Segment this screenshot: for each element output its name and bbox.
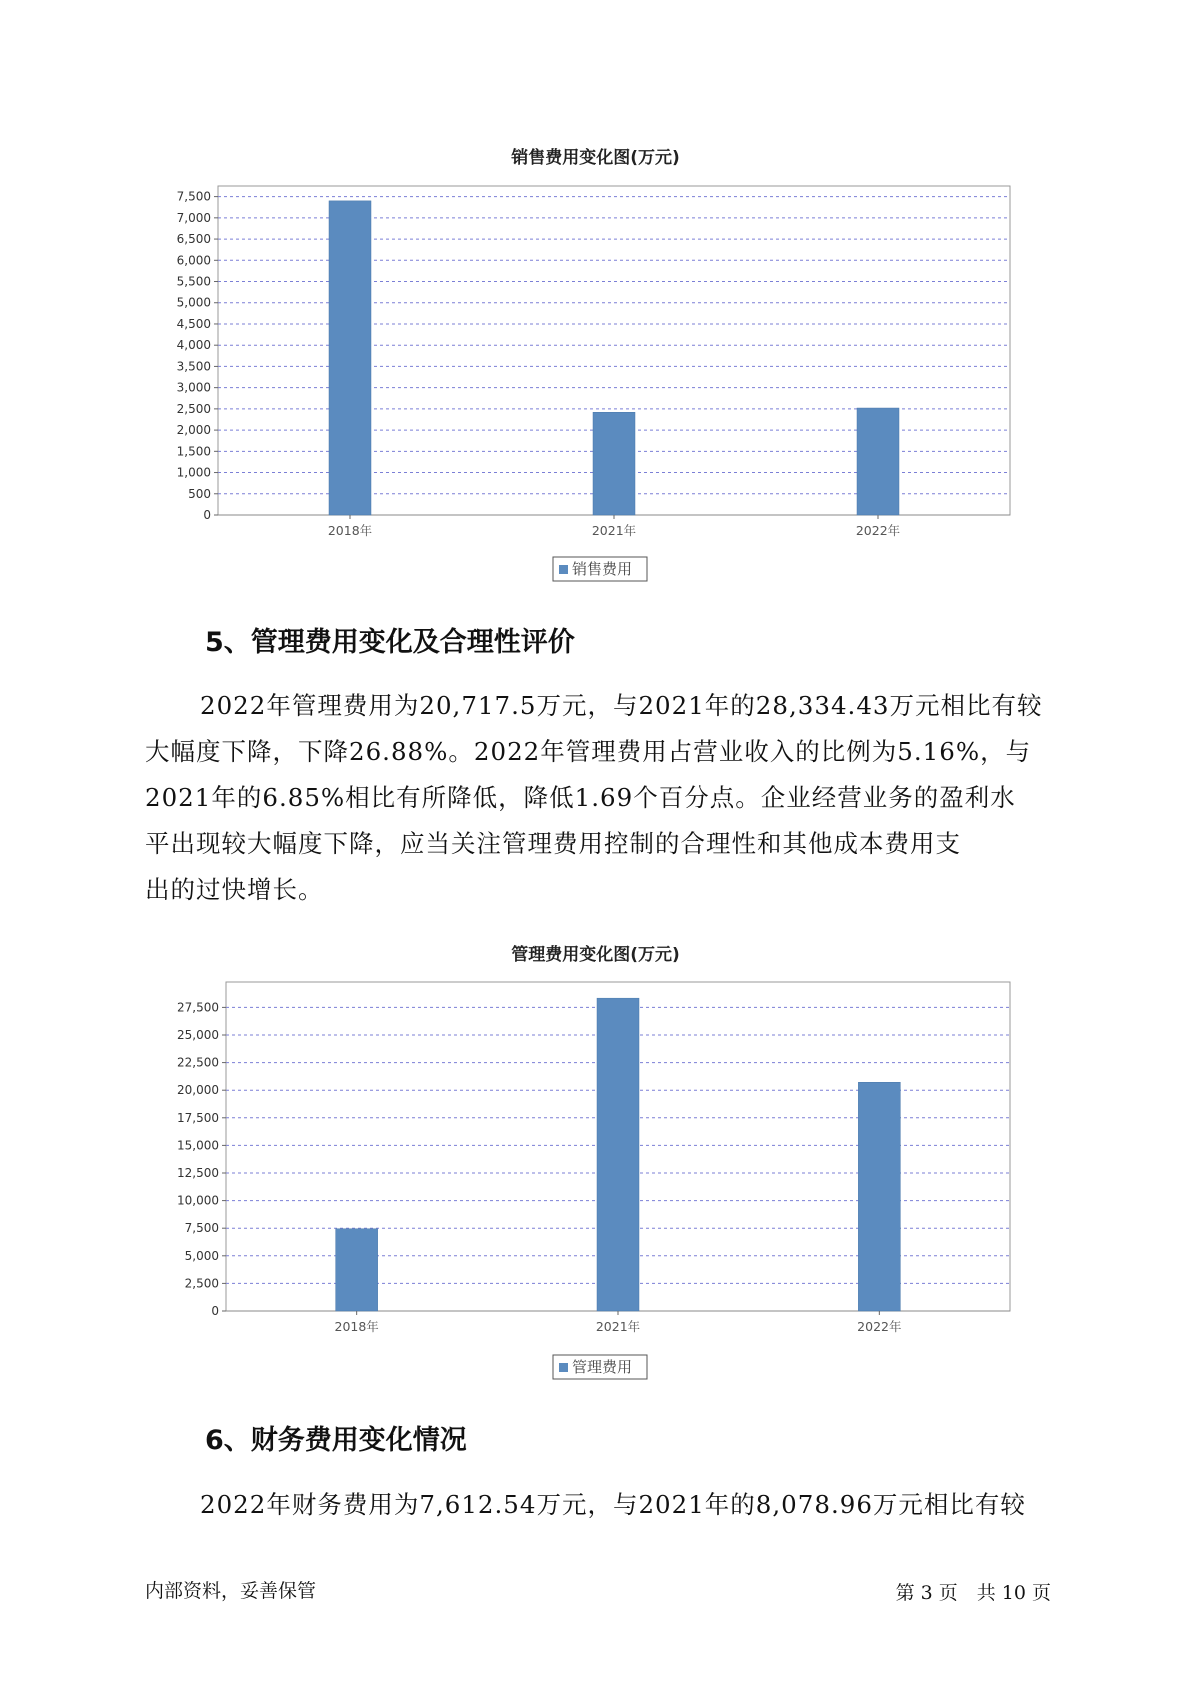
y-tick-label: 0 <box>203 508 211 522</box>
y-tick-label: 500 <box>188 486 211 501</box>
legend-label: 管理费用 <box>572 1358 633 1376</box>
x-tick-label: 2018年 <box>334 1319 379 1334</box>
bar <box>858 1082 900 1311</box>
bar <box>597 998 639 1311</box>
admin-expense-chart-title: 管理费用变化图(万元) <box>511 945 680 965</box>
section-5-line: 平出现较大幅度下降，应当关注管理费用控制的合理性和其他成本费用支 <box>145 829 961 858</box>
y-tick-label: 6,000 <box>176 253 211 268</box>
legend-swatch <box>559 1363 568 1372</box>
y-tick-label: 5,000 <box>184 1248 219 1263</box>
y-tick-label: 4,500 <box>176 316 211 331</box>
y-tick-label: 25,000 <box>177 1027 219 1042</box>
section-6-heading: 6、财务费用变化情况 <box>205 1425 467 1456</box>
y-tick-label: 17,500 <box>177 1110 219 1125</box>
section-5-heading: 5、管理费用变化及合理性评价 <box>205 627 575 658</box>
sales-expense-chart-title: 销售费用变化图(万元) <box>511 148 680 168</box>
y-tick-label: 20,000 <box>177 1083 219 1098</box>
legend <box>553 1355 647 1379</box>
y-tick-label: 4,000 <box>176 338 211 353</box>
y-tick-label: 7,500 <box>184 1221 219 1236</box>
y-tick-label: 3,500 <box>176 359 211 374</box>
x-tick-label: 2022年 <box>857 1319 902 1334</box>
y-tick-label: 22,500 <box>177 1055 219 1070</box>
y-tick-label: 10,000 <box>177 1193 219 1208</box>
y-tick-label: 27,500 <box>177 1000 219 1015</box>
y-tick-label: 6,500 <box>176 232 211 247</box>
y-tick-label: 7,500 <box>176 189 211 204</box>
x-tick-label: 2021年 <box>591 523 637 538</box>
section-5-line: 2022年管理费用为20,717.5万元，与2021年的28,334.43万元相比有较 <box>200 691 1043 720</box>
x-tick-label: 2022年 <box>855 523 901 538</box>
bar <box>336 1229 378 1311</box>
footer-page-number: 第 3 页 共 10 页 <box>895 1582 1051 1604</box>
x-tick-label: 2021年 <box>595 1319 641 1334</box>
y-tick-label: 5,500 <box>176 274 211 289</box>
y-tick-label: 1,500 <box>176 444 211 459</box>
section-6-paragraph <box>145 1482 1060 1528</box>
y-tick-label: 2,500 <box>176 401 211 416</box>
x-tick-label: 2018年 <box>327 523 373 538</box>
y-tick-label: 2,500 <box>184 1276 219 1291</box>
legend-label: 销售费用 <box>572 560 633 578</box>
y-tick-label: 12,500 <box>177 1165 219 1180</box>
y-tick-label: 3,000 <box>176 380 211 395</box>
section-5-line: 出的过快增长。 <box>145 875 324 904</box>
y-tick-label: 7,000 <box>176 210 211 225</box>
y-tick-label: 5,000 <box>176 295 211 310</box>
y-tick-label: 15,000 <box>177 1138 219 1153</box>
section-5-line: 2021年的6.85%相比有所降低，降低1.69个百分点。企业经营业务的盈利水 <box>145 783 1016 812</box>
y-tick-label: 0 <box>211 1304 219 1318</box>
section-6-line: 2022年财务费用为7,612.54万元，与2021年的8,078.96万元相比有较 <box>200 1490 1026 1519</box>
footer-confidential-note: 内部资料，妥善保管 <box>145 1580 317 1602</box>
section-5-line: 大幅度下降，下降26.88%。2022年管理费用占营业收入的比例为5.16%，与 <box>145 737 1032 766</box>
y-tick-label: 1,000 <box>176 465 211 480</box>
y-tick-label: 2,000 <box>176 423 211 438</box>
